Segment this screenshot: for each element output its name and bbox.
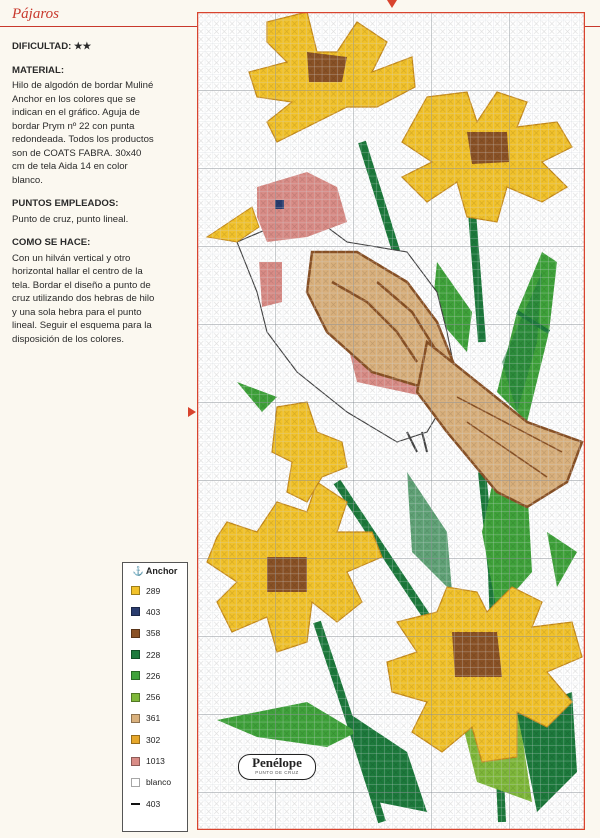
howto-heading: COMO SE HACE: (12, 237, 91, 248)
color-swatch (131, 735, 140, 744)
legend-code: 403 (146, 798, 161, 809)
legend-code: 358 (146, 628, 161, 639)
legend-item (123, 623, 187, 644)
color-swatch (131, 607, 140, 616)
howto-text: Con un hilván vertical y otro horizontal hallar el centro de la tela. Bordar el diseño a punto de cruz utilizando dos hebras de hilo y una sola hebra para el punto lineal. Seguir el esquema para la disposición de los colores. (12, 252, 155, 345)
color-swatch (131, 650, 140, 659)
brand-tagline: PUNTO DE CRUZ (255, 770, 299, 775)
legend-code: 226 (146, 670, 161, 681)
stitches-heading: PUNTOS EMPLEADOS: (12, 198, 119, 209)
legend-item (123, 750, 187, 771)
legend-rows (123, 580, 187, 814)
legend-item (123, 665, 187, 686)
color-swatch (131, 693, 140, 702)
legend-item (123, 708, 187, 729)
brand-name: Penélope (252, 755, 302, 770)
color-swatch (131, 714, 140, 723)
legend-item (123, 580, 187, 601)
color-swatch (131, 778, 140, 787)
legend-code: 256 (146, 692, 161, 703)
center-marker-left (188, 407, 196, 417)
legend-header: ⚓ Anchor (132, 566, 178, 576)
difficulty-label: DIFICULTAD: ★★ (12, 41, 92, 52)
legend-code: 302 (146, 734, 161, 745)
instructions-column (12, 40, 156, 346)
legend-code: 289 (146, 585, 161, 596)
legend-code: 403 (146, 606, 161, 617)
stitches-text: Punto de cruz, punto lineal. (12, 213, 129, 225)
color-swatch (131, 586, 140, 595)
cross-stitch-chart (197, 12, 585, 830)
color-swatch (131, 629, 140, 638)
legend-item (123, 686, 187, 707)
brand-logo (238, 754, 316, 780)
legend-item (123, 772, 187, 793)
page-title: Pájaros (12, 6, 59, 22)
color-swatch (131, 803, 140, 805)
legend-code: blanco (146, 777, 172, 788)
legend-item (123, 793, 187, 814)
legend-code: 1013 (146, 756, 165, 767)
legend-item (123, 601, 187, 622)
thread-legend (122, 562, 188, 832)
material-heading: MATERIAL: (12, 64, 65, 76)
center-marker-top (387, 0, 397, 8)
legend-item (123, 644, 187, 665)
color-swatch (131, 671, 140, 680)
legend-code: 361 (146, 713, 161, 724)
legend-code: 228 (146, 649, 161, 660)
legend-item (123, 729, 187, 750)
material-text: Hilo de algodón de bordar Muliné Anchor en los colores que se indican en el gráfico. Aguja de bordar Prym nº 22 con punta redondeada. Todos los productos son de COATS FABRA. 30x40 cm de tela Aida 14 en color blanco. (12, 80, 154, 186)
color-swatch (131, 757, 140, 766)
